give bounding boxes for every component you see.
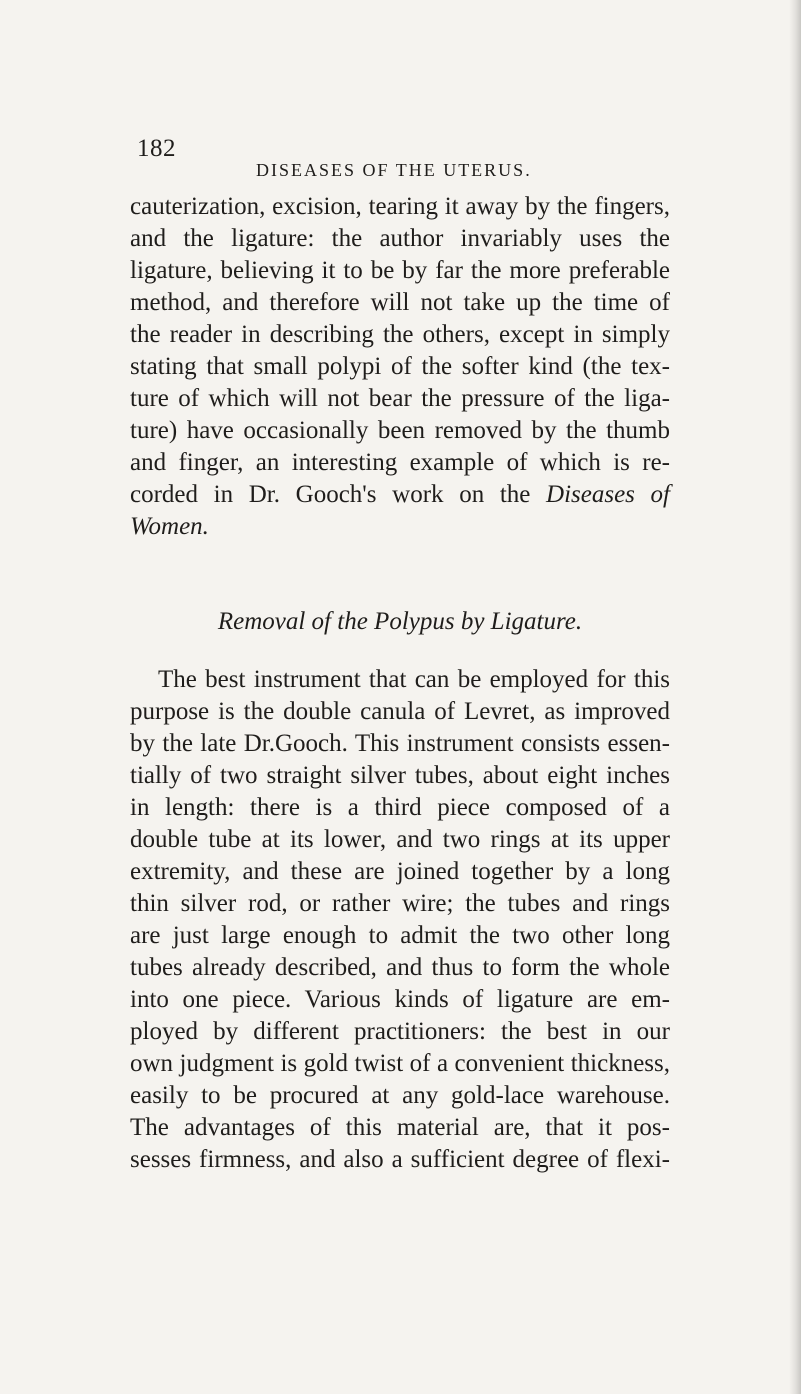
running-head: DISEASES OF THE UTERUS. (256, 160, 532, 180)
text-line: tubes already described, and thus to form the whole (130, 954, 670, 981)
text-line: ployed by different practitioners: the best in our (130, 1018, 670, 1045)
text-line: easily to be procured at any gold-lace warehouse. (130, 1082, 670, 1109)
text-line: are just large enough to admit the two other long (130, 922, 670, 949)
text-line: ligature, believing it to be by far the more preferable (130, 257, 670, 284)
page-edge-shadow (789, 0, 801, 1394)
text-line: tially of two straight silver tubes, about eight inches (130, 762, 670, 789)
paragraph-1 (130, 191, 670, 543)
text-line: sesses firmness, and also a sufficient degree of flexi- (130, 1146, 670, 1173)
text-line: thin silver rod, or rather wire; the tubes and rings (130, 890, 670, 917)
text-line: the reader in describing the others, except in simply (130, 321, 670, 348)
text-line: extremity, and these are joined together by a long (130, 858, 670, 885)
text-line: method, and therefore will not take up the time of (130, 289, 670, 316)
text-line: double tube at its lower, and two rings at its upper (130, 826, 670, 853)
text-line: and finger, an interesting example of which is re- (130, 449, 670, 476)
text-line-with-italic-title (130, 479, 670, 511)
text-line: by the late Dr.Gooch. This instrument consists essen- (130, 730, 670, 757)
text-line: and the ligature: the author invariably uses the (130, 225, 670, 252)
text-line: into one piece. Various kinds of ligature are em- (130, 986, 670, 1013)
text-line-start: corded in Dr. Gooch's work on the (130, 481, 531, 508)
page-number: 182 (137, 135, 176, 162)
text-line: purpose is the double canula of Levret, as improved (130, 698, 670, 725)
text-line: ture) have occasionally been removed by the thumb (130, 417, 670, 444)
text-line: stating that small polypi of the softer kind (the tex- (130, 353, 670, 380)
text-line: cauterization, excision, tearing it away by the fingers, (130, 193, 670, 220)
paragraph-2 (130, 664, 670, 1176)
book-title-fragment: Diseases of (546, 481, 670, 508)
text-line: ture of which will not bear the pressure of the liga- (130, 385, 670, 412)
text-line: The best instrument that can be employed for this (158, 666, 670, 693)
text-line: own judgment is gold twist of a convenient thickness, (130, 1050, 670, 1077)
section-heading: Removal of the Polypus by Ligature. (217, 608, 583, 635)
text-line: in length: there is a third piece composed of a (130, 794, 670, 821)
book-title-end: Women. (130, 513, 209, 540)
text-line: The advantages of this material are, that it pos- (130, 1114, 670, 1141)
